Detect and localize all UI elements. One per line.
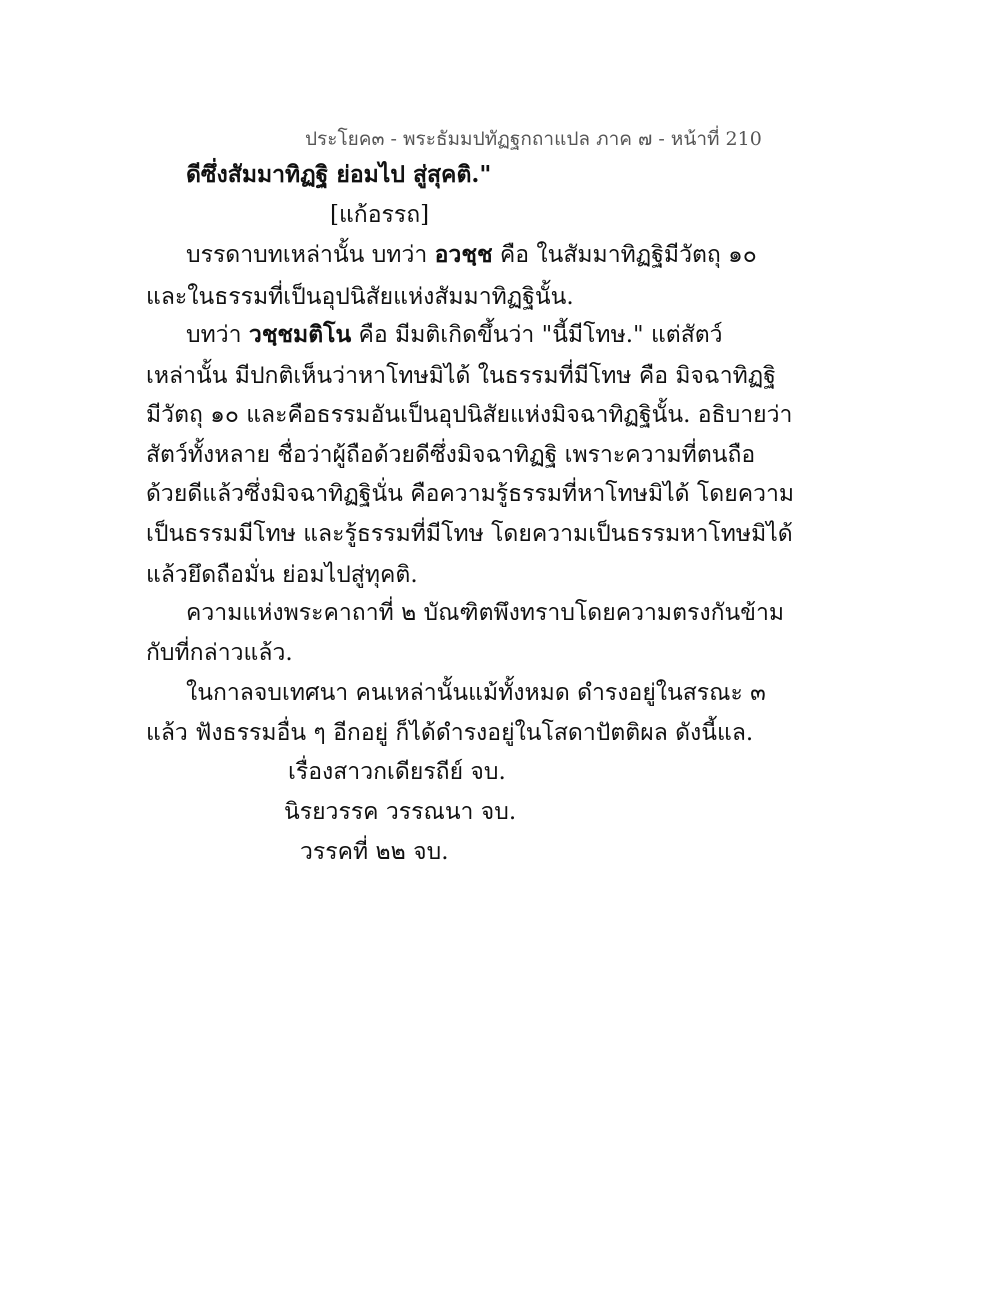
para2-line5: ด้วยดีแล้วซึ่งมิจฉาทิฏฐินั่น คือความรู้ธรรมที่หาโทษมิได้ โดยความ bbox=[146, 481, 795, 507]
chapter-commentary-end: นิรยวรรค วรรณนา จบ. bbox=[284, 799, 517, 825]
term-vajjamatino: วชฺชมติโน bbox=[248, 321, 352, 348]
para3-line1: ความแห่งพระคาถาที่ ๒ บัณฑิตพึงทราบโดยความตรงกันข้าม bbox=[186, 600, 785, 626]
para2-line1 bbox=[186, 320, 723, 350]
verse-end-line: ดีซึ่งสัมมาทิฏฐิ ย่อมไป สู่สุคติ." bbox=[186, 161, 492, 188]
running-head: ประโยค๓ - พระธัมมปทัฏฐกถาแปล ภาค ๗ - หน้าที่ 210 bbox=[305, 128, 762, 150]
para2-line2: เหล่านั้น มีปกติเห็นว่าหาโทษมิได้ ในธรรมที่มีโทษ คือ มิจฉาทิฏฐิ bbox=[146, 363, 776, 389]
story-end: เรื่องสาวกเดียรถีย์ จบ. bbox=[288, 759, 506, 785]
para1-line1 bbox=[186, 240, 757, 270]
para3-line2: กับที่กล่าวแล้ว. bbox=[146, 640, 293, 666]
para4-line1: ในกาลจบเทศนา คนเหล่านั้นแม้ทั้งหมด ดำรงอยู่ในสรณะ ๓ bbox=[186, 680, 766, 706]
para2-line1-b: คือ มีมติเกิดขึ้นว่า "นี้มีโทษ." แต่สัตว์ bbox=[351, 322, 723, 348]
para4-line2: แล้ว ฟังธรรมอื่น ๆ อีกอยู่ ก็ได้ดำรงอยู่ในโสดาปัตติผล ดังนี้แล. bbox=[146, 720, 754, 746]
term-avajja: อวชฺช bbox=[434, 241, 493, 268]
para2-line3: มีวัตถุ ๑๐ และคือธรรมอันเป็นอุปนิสัยแห่งมิจฉาทิฏฐินั้น. อธิบายว่า bbox=[146, 402, 793, 428]
para1-line2: และในธรรมที่เป็นอุปนิสัยแห่งสัมมาทิฏฐินั้น. bbox=[146, 284, 574, 310]
para2-line4: สัตว์ทั้งหลาย ชื่อว่าผู้ถือด้วยดีซึ่งมิจฉาทิฏฐิ เพราะความที่ตนถือ bbox=[146, 442, 756, 468]
para1-line1-b: คือ ในสัมมาทิฏฐิมีวัตถุ ๑๐ bbox=[492, 242, 757, 268]
para1-line1-a: บรรดาบทเหล่านั้น บทว่า bbox=[186, 242, 435, 268]
para2-line1-a: บทว่า bbox=[186, 322, 249, 348]
para2-line7: แล้วยึดถือมั่น ย่อมไปสู่ทุคติ. bbox=[146, 562, 418, 588]
translator-note: [แก้อรรถ] bbox=[330, 202, 430, 228]
vagga-end: วรรคที่ ๒๒ จบ. bbox=[300, 839, 449, 865]
para2-line6: เป็นธรรมมีโทษ และรู้ธรรมที่มีโทษ โดยความเป็นธรรมหาโทษมิได้ bbox=[146, 521, 793, 547]
